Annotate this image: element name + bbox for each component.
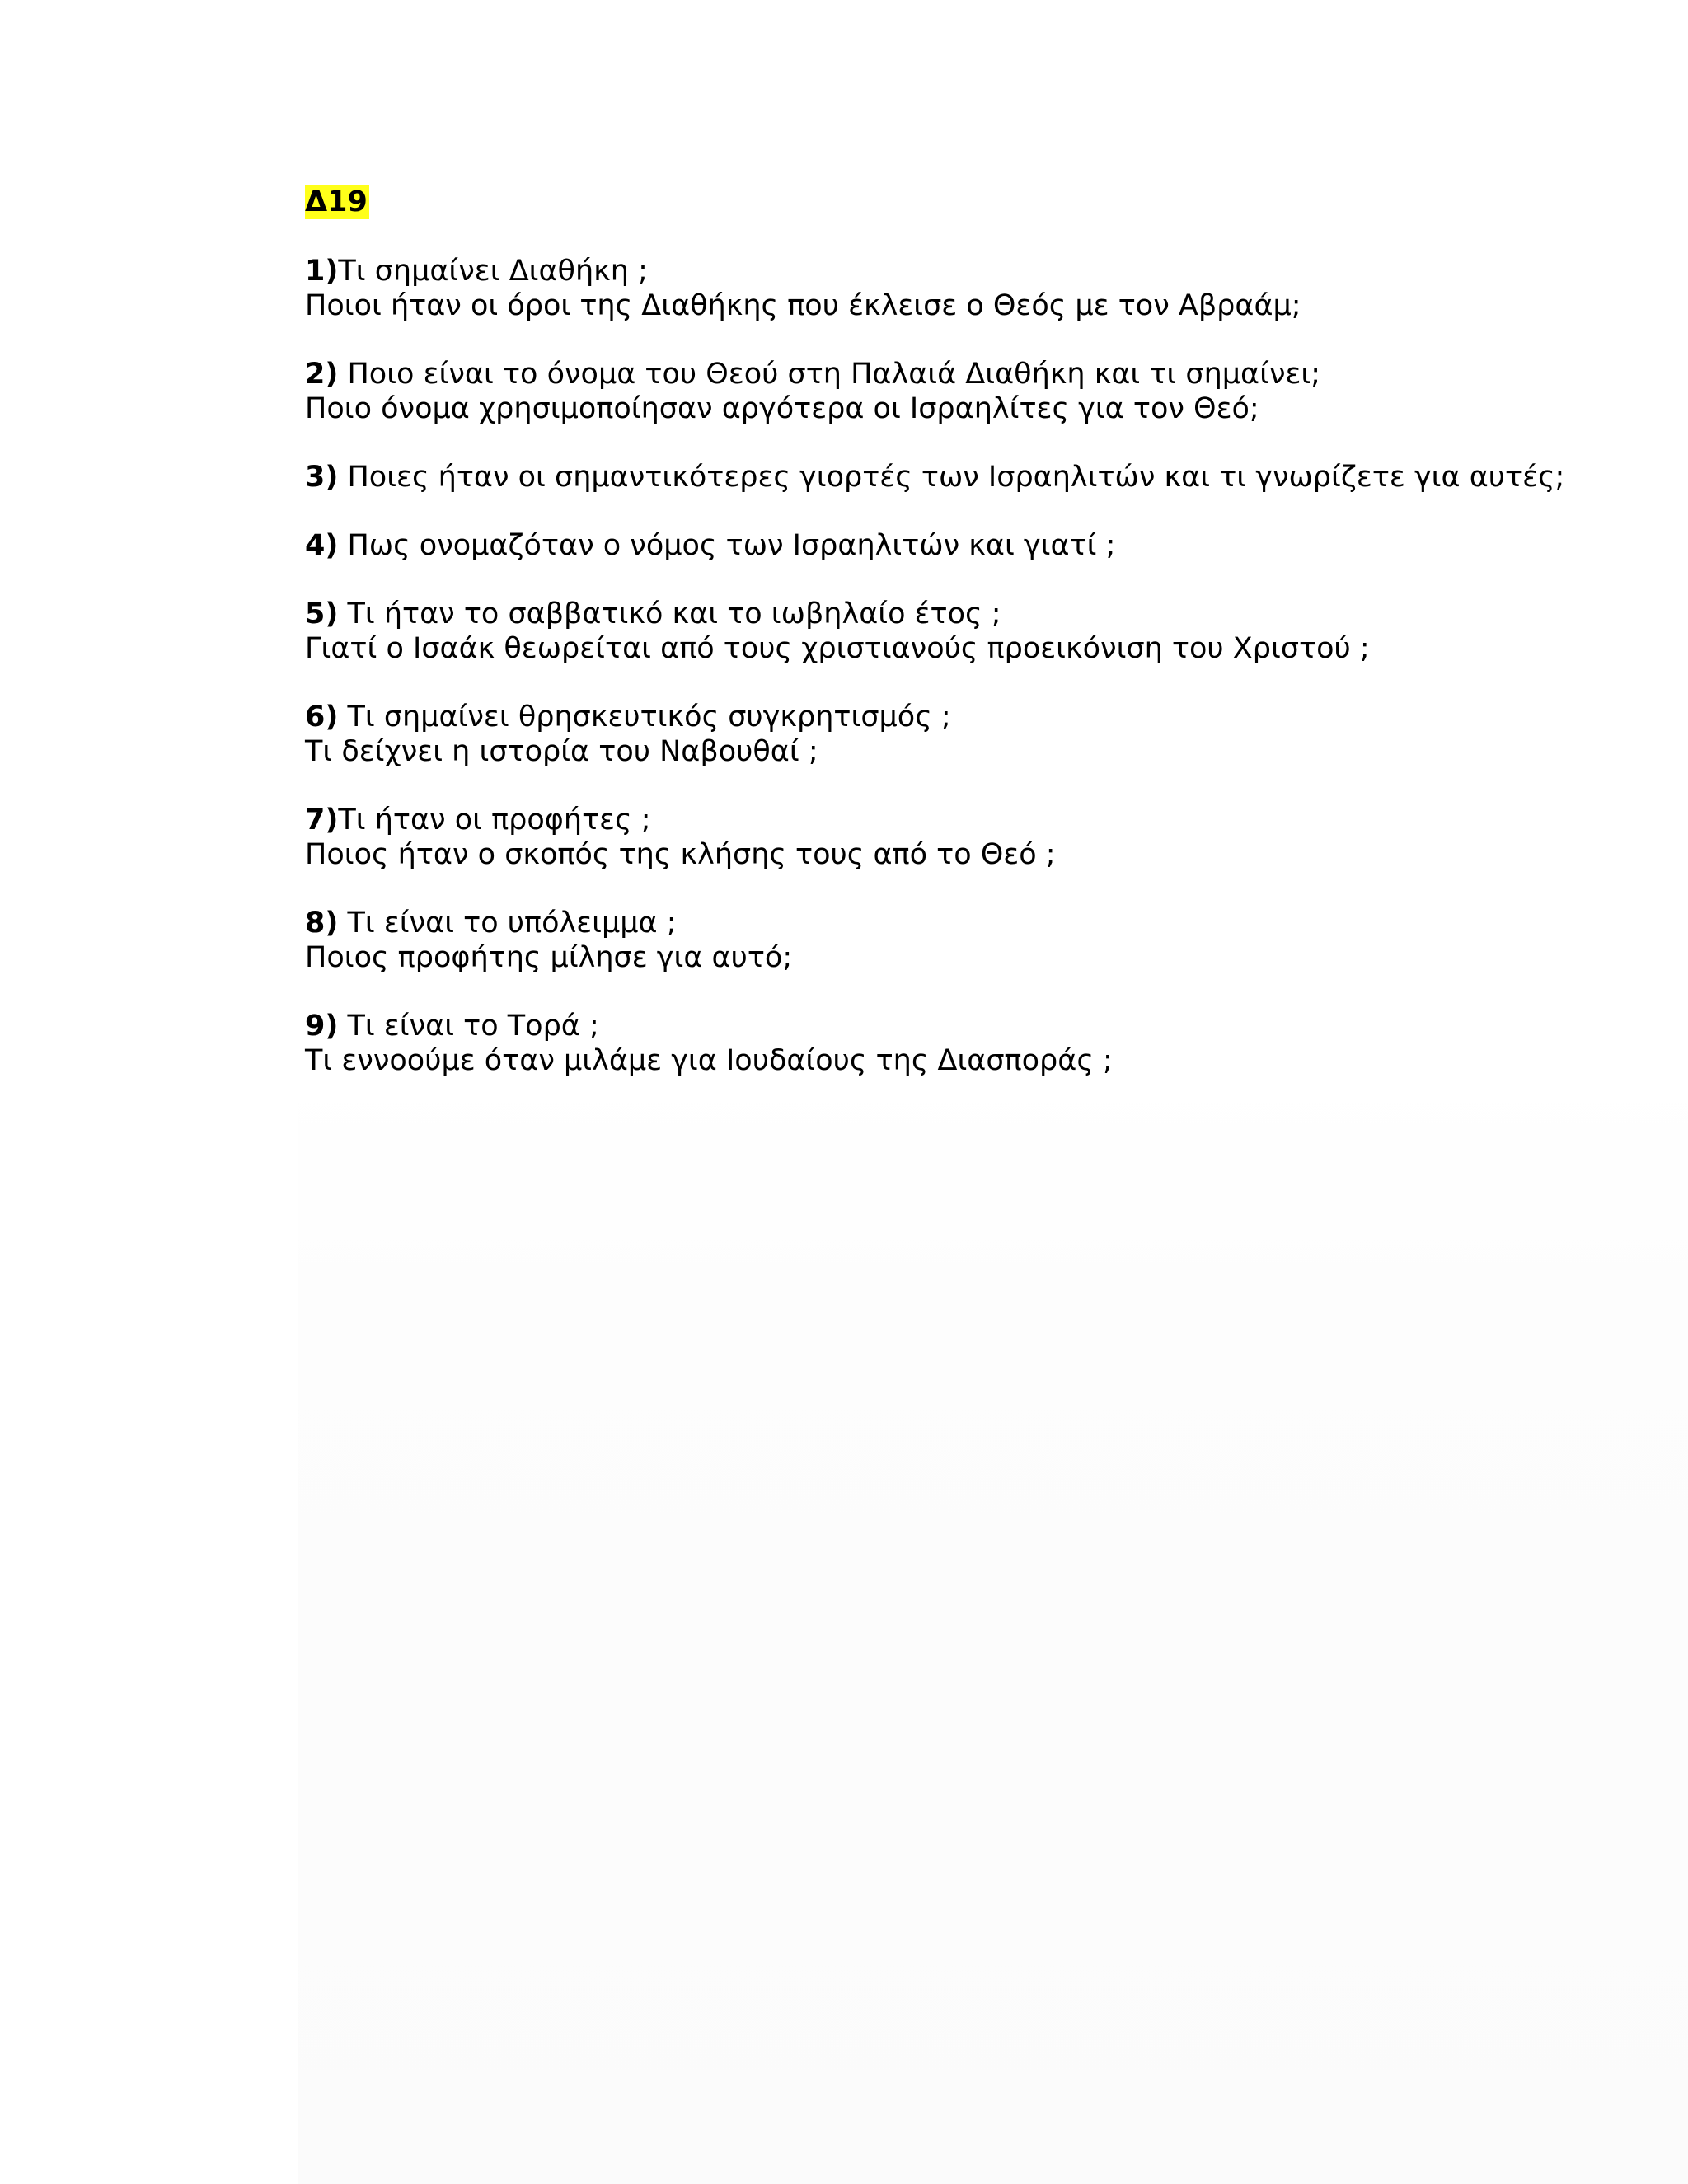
question-6-line-1: [305, 700, 1657, 734]
question-7: [305, 803, 1657, 872]
question-6-text: Τι σημαίνει θρησκευτικός συγκρητισμός ;: [338, 701, 951, 733]
question-1: [305, 254, 1657, 323]
question-8-number: 8): [305, 907, 339, 940]
question-4-number: 4): [305, 529, 339, 562]
question-6-number: 6): [305, 701, 339, 733]
question-2-number: 2): [305, 358, 339, 391]
question-8-line-1: [305, 906, 1657, 940]
question-5-number: 5): [305, 598, 339, 630]
question-4: [305, 528, 1657, 563]
question-1-line-2: Ποιοι ήταν οι όροι της Διαθήκης που έκλεισε ο Θεός με τον Αβραάμ;: [305, 289, 1301, 322]
question-8-line-2: Ποιος προφήτης μίλησε για αυτό;: [305, 941, 793, 974]
question-6: [305, 700, 1657, 769]
scan-shading: [298, 1071, 1688, 2184]
question-3-line-1: [305, 460, 1657, 494]
question-3-text: Ποιες ήταν οι σημαντικότερες γιορτές των Ισραηλιτών και τι γνωρίζετε για αυτές;: [338, 461, 1565, 494]
document-heading: Δ19: [305, 185, 368, 218]
question-2-line-2: Ποιο όνομα χρησιμοποίησαν αργότερα οι Ισραηλίτες για τον Θεό;: [305, 392, 1259, 425]
question-2: [305, 357, 1657, 426]
question-7-number: 7): [305, 804, 339, 837]
question-8: [305, 906, 1657, 975]
question-3-number: 3): [305, 461, 339, 494]
question-4-text: Πως ονομαζόταν ο νόμος των Ισραηλιτών και γιατί ;: [338, 529, 1116, 562]
question-2-text: Ποιο είναι το όνομα του Θεού στη Παλαιά Διαθήκη και τι σημαίνει;: [338, 358, 1321, 391]
question-6-line-2: Τι δείχνει η ιστορία του Ναβουθαί ;: [305, 735, 818, 768]
question-4-line-1: [305, 528, 1657, 563]
question-1-text: Τι σημαίνει Διαθήκη ;: [338, 255, 648, 288]
question-9-line-2: Τι εννοούμε όταν μιλάμε για Ιουδαίους της Διασποράς ;: [305, 1044, 1113, 1077]
question-5-line-2: Γιατί ο Ισαάκ θεωρείται από τους χριστιανούς προεικόνιση του Χριστού ;: [305, 632, 1370, 665]
question-9-number: 9): [305, 1010, 339, 1043]
question-3: [305, 460, 1657, 494]
question-9: [305, 1009, 1657, 1078]
question-9-text: Τι είναι το Τορά ;: [338, 1010, 599, 1043]
question-5: [305, 597, 1657, 666]
question-8-text: Τι είναι το υπόλειμμα ;: [338, 907, 677, 940]
question-9-line-1: [305, 1009, 1657, 1043]
question-5-line-1: [305, 597, 1657, 631]
question-7-line-1: [305, 803, 1657, 837]
question-2-line-1: [305, 357, 1657, 391]
question-7-text: Τι ήταν οι προφήτες ;: [338, 804, 651, 837]
question-1-number: 1): [305, 255, 339, 288]
question-1-line-1: [305, 254, 1657, 288]
document-content: [305, 185, 1657, 1112]
question-5-text: Τι ήταν το σαββατικό και το ιωβηλαίο έτος ;: [338, 598, 1001, 630]
question-7-line-2: Ποιος ήταν ο σκοπός της κλήσης τους από το Θεό ;: [305, 838, 1056, 871]
